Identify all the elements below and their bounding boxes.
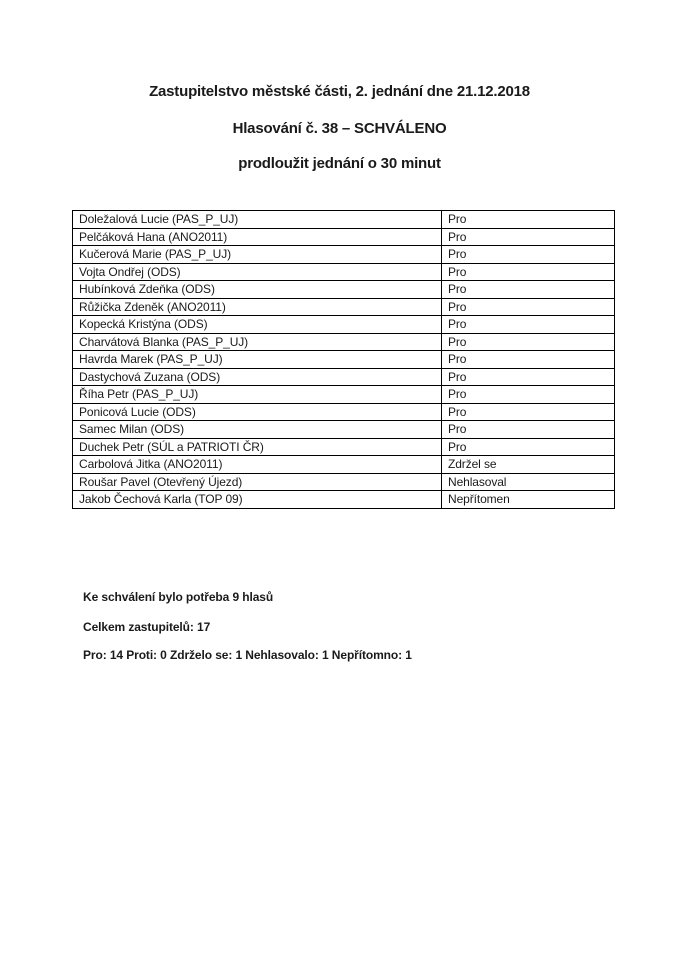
result-counts-text: Pro: 14 Proti: 0 Zdrželo se: 1 Nehlasovalo: 1 Nepřítomno: 1	[83, 648, 412, 662]
member-name-cell: Charvátová Blanka (PAS_P_UJ)	[73, 333, 442, 351]
member-name-cell: Hubínková Zdeňka (ODS)	[73, 281, 442, 299]
vote-number-result-title: Hlasování č. 38 – SCHVÁLENO	[232, 120, 447, 137]
table-row	[73, 281, 615, 299]
member-name-cell: Říha Petr (PAS_P_UJ)	[73, 386, 442, 404]
vote-value-cell: Nehlasoval	[442, 473, 615, 491]
table-row	[73, 298, 615, 316]
voting-results-table	[72, 210, 615, 509]
vote-value-cell: Pro	[442, 228, 615, 246]
total-members-text: Celkem zastupitelů: 17	[83, 620, 211, 634]
vote-value-cell: Pro	[442, 246, 615, 264]
vote-value-cell: Pro	[442, 263, 615, 281]
vote-value-cell: Pro	[442, 211, 615, 229]
vote-value-cell: Pro	[442, 351, 615, 369]
vote-value-cell: Pro	[442, 333, 615, 351]
vote-value-cell: Pro	[442, 403, 615, 421]
vote-subject-title: prodloužit jednání o 30 minut	[238, 155, 441, 172]
member-name-cell: Duchek Petr (SÚL a PATRIOTI ČR)	[73, 438, 442, 456]
vote-value-cell: Pro	[442, 281, 615, 299]
table-row	[73, 263, 615, 281]
member-name-cell: Kučerová Marie (PAS_P_UJ)	[73, 246, 442, 264]
table-row	[73, 491, 615, 509]
table-row	[73, 368, 615, 386]
vote-value-cell: Pro	[442, 298, 615, 316]
member-name-cell: Kopecká Kristýna (ODS)	[73, 316, 442, 334]
table-row	[73, 438, 615, 456]
table-row	[73, 333, 615, 351]
member-name-cell: Dastychová Zuzana (ODS)	[73, 368, 442, 386]
vote-value-cell: Nepřítomen	[442, 491, 615, 509]
table-row	[73, 228, 615, 246]
vote-value-cell: Pro	[442, 386, 615, 404]
table-row	[73, 473, 615, 491]
member-name-cell: Roušar Pavel (Otevřený Újezd)	[73, 473, 442, 491]
vote-value-cell: Pro	[442, 421, 615, 439]
table-row	[73, 456, 615, 474]
member-name-cell: Vojta Ondřej (ODS)	[73, 263, 442, 281]
vote-value-cell: Pro	[442, 316, 615, 334]
voting-table-body	[73, 211, 615, 509]
required-votes-text: Ke schválení bylo potřeba 9 hlasů	[83, 590, 274, 604]
table-row	[73, 211, 615, 229]
table-row	[73, 386, 615, 404]
member-name-cell: Carbolová Jitka (ANO2011)	[73, 456, 442, 474]
vote-value-cell: Pro	[442, 438, 615, 456]
table-row	[73, 246, 615, 264]
vote-value-cell: Pro	[442, 368, 615, 386]
member-name-cell: Pelčáková Hana (ANO2011)	[73, 228, 442, 246]
member-name-cell: Havrda Marek (PAS_P_UJ)	[73, 351, 442, 369]
member-name-cell: Růžička Zdeněk (ANO2011)	[73, 298, 442, 316]
member-name-cell: Ponicová Lucie (ODS)	[73, 403, 442, 421]
member-name-cell: Doležalová Lucie (PAS_P_UJ)	[73, 211, 442, 229]
table-row	[73, 421, 615, 439]
meeting-title: Zastupitelstvo městské části, 2. jednání dne 21.12.2018	[149, 83, 530, 100]
vote-value-cell: Zdržel se	[442, 456, 615, 474]
member-name-cell: Samec Milan (ODS)	[73, 421, 442, 439]
table-row	[73, 403, 615, 421]
table-row	[73, 316, 615, 334]
table-row	[73, 351, 615, 369]
member-name-cell: Jakob Čechová Karla (TOP 09)	[73, 491, 442, 509]
